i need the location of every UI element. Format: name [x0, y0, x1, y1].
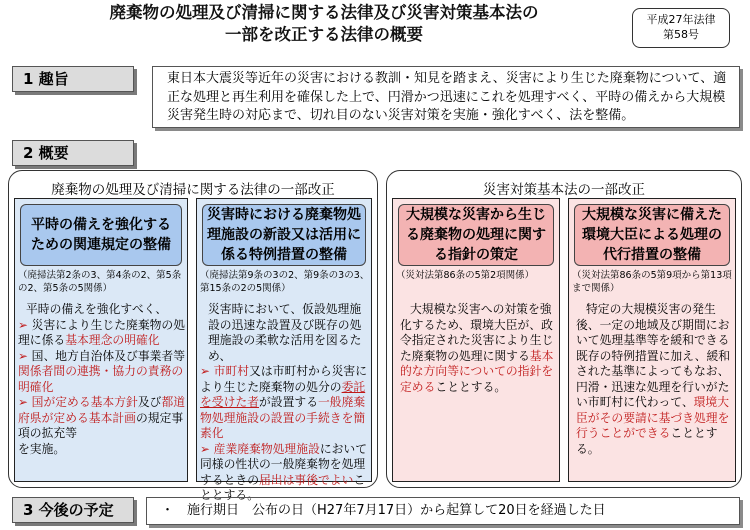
proxy-tail: こととする。	[576, 426, 718, 456]
facility-bullet-2	[200, 442, 370, 504]
column-proxy-processing-body	[576, 302, 732, 457]
column-facility-special-heading: 災害時における廃棄物処理施設の新設又は活用に係る特例措置の整備	[202, 204, 366, 266]
purpose-text: 東日本大震災等近年の災害における教訓・知見を踏まえ、災害により生じた廃棄物について、適正な処理と再生利用を確保した上で、円滑かつ迅速にこれを処理すべく、平時の備えから大規模災害発生時の対応まで、切れ目のない災害対策を実施・強化すべく、法を整備。	[152, 66, 740, 128]
preparedness-bullet-3-text: の規定事項の拡充等	[18, 410, 184, 440]
preparedness-bullet-1-highlight: 基本理念の明確化	[65, 333, 160, 347]
law-number-badge	[632, 8, 730, 48]
preparedness-tail: を実施。	[18, 441, 66, 456]
title-line-1: 廃棄物の処理及び清掃に関する法律及び災害対策基本法の	[109, 3, 539, 22]
facility-bullet-2-mid: において同様の性状の一般廃棄物を処理するときの	[200, 441, 368, 487]
law-number-line-2: 第58号	[663, 28, 699, 41]
proxy-text: 特定の大規模災害の発生後、一定の地域及び期間において処理基準等を緩和できる既存の特例措置に加え、緩和された基準によってもなお、円滑・迅速な処理を行いがたい市町村に代わって、	[576, 302, 731, 409]
preparedness-bullet-1-text: 災害により生じた廃棄物の処理に係る	[18, 317, 186, 347]
column-preparedness-heading: 平時の備えを強化するための関連規定の整備	[20, 204, 182, 266]
guideline-highlight: 基本的な方向等についての指針を定める	[400, 348, 554, 394]
column-facility-special-ref: （廃掃法第9条の3の2、第9条の3の3、第15条の2の5関係）	[200, 270, 370, 294]
column-preparedness-body	[18, 302, 186, 457]
section-label-overview: 2 概要	[12, 140, 134, 166]
preparedness-bullet-3	[18, 395, 186, 442]
facility-bullet-2-text: こととする。	[200, 472, 366, 502]
arrow-bullet-icon: ➢	[18, 395, 28, 409]
facility-bullet-1-highlight-3: 一般廃棄物処理施設の設置の手続きを簡素化	[200, 395, 366, 440]
facility-bullet-1	[200, 364, 370, 442]
preparedness-bullet-1	[18, 318, 186, 349]
preparedness-bullet-3-mid: 及び	[137, 395, 162, 409]
column-guideline-body	[400, 302, 556, 395]
preparedness-bullet-3-highlight-2: 都道府県が定める基本計画	[18, 395, 186, 425]
facility-bullet-1-highlight-1: 市町村	[213, 364, 250, 378]
section-label-purpose: 1 趣旨	[12, 66, 134, 92]
arrow-bullet-icon: ➢	[200, 441, 210, 456]
column-guideline-ref: （災対法第86条の5第2項関係）	[396, 270, 535, 281]
facility-bullet-1-mid-1: 又は市町村から災害により生じた廃棄物の処分の	[200, 364, 368, 394]
facility-bullet-1-highlight-2: 委託を受けた者	[200, 379, 366, 409]
arrow-bullet-icon: ➢	[200, 364, 210, 378]
preparedness-bullet-2-text: 国、地方自治体及び事業者等	[31, 348, 186, 363]
waste-law-panel-title: 廃棄物の処理及び清掃に関する法律の一部改正	[51, 182, 335, 198]
column-proxy-processing-ref: （災対法第86条の5第9項から第13項まで関係）	[572, 270, 732, 294]
facility-bullet-2-highlight-1: 産業廃棄物処理施設	[213, 441, 320, 456]
column-proxy-processing-heading: 大規模な災害に備えた環境大臣による処理の代行措置の整備	[574, 204, 730, 266]
facility-intro: 災害時において、仮設処理施設の迅速な設置及び既存の処理施設の柔軟な活用を図るため、	[208, 302, 362, 363]
title-line-2: 一部を改正する法律の概要	[225, 25, 423, 44]
preparedness-bullet-2-highlight: 関係者間の連携・協力の責務の明確化	[18, 364, 184, 394]
page-title	[14, 2, 634, 46]
guideline-text: 大規模な災害への対策を強化するため、環境大臣が、政令指定された災害により生じた廃棄物の処理に関する	[400, 302, 554, 363]
preparedness-bullet-3-highlight-1: 国が定める基本方針	[31, 395, 138, 409]
disaster-law-panel-title: 災害対策基本法の一部改正	[483, 182, 645, 198]
guideline-tail: こととする。	[435, 379, 507, 394]
column-facility-special-body	[200, 302, 370, 504]
arrow-bullet-icon: ➢	[18, 348, 28, 363]
section-label-schedule: 3 今後の予定	[12, 497, 134, 523]
column-preparedness-ref: （廃掃法第2条の3、第4条の2、第5条の2、第5条の5関係）	[18, 270, 182, 294]
arrow-bullet-icon: ➢	[18, 317, 28, 332]
preparedness-bullet-2	[18, 349, 186, 396]
facility-bullet-1-mid-2: が設置する	[259, 395, 318, 409]
preparedness-intro: 平時の備えを強化すべく、	[26, 302, 168, 316]
proxy-highlight: 環境大臣がその要請に基づき処理を行うことができる	[576, 395, 730, 440]
law-number-line-1: 平成27年法律	[646, 13, 716, 26]
column-guideline-heading: 大規模な災害から生じる廃棄物の処理に関する指針の策定	[398, 204, 554, 266]
facility-bullet-2-highlight-2: 届出は事後でよい	[259, 472, 354, 487]
schedule-text: ・ 施行期日 公布の日（H27年7月17日）から起算して20日を経過した日	[146, 497, 740, 525]
